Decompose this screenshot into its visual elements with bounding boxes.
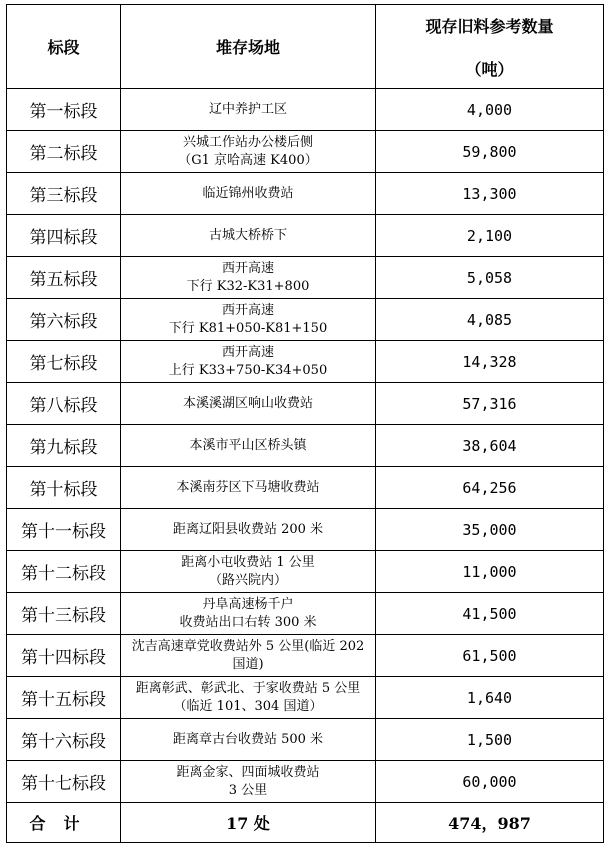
segment-cell: 第五标段	[7, 257, 121, 299]
segment-cell: 第一标段	[7, 89, 121, 131]
segment-cell: 第四标段	[7, 215, 121, 257]
table-row	[7, 425, 604, 467]
site-cell	[121, 719, 376, 761]
header-segment: 标段	[7, 5, 121, 89]
site-line-2: 收费站出口右转 300 米	[179, 614, 317, 630]
site-cell	[121, 89, 376, 131]
site-line-1: 距离金家、四面城收费站	[176, 764, 320, 780]
site-line-1: 距离彰武、彰武北、于家收费站 5 公里	[135, 680, 361, 696]
site-cell	[121, 173, 376, 215]
total-site-count: 17 处	[121, 803, 376, 843]
site-line-2: 上行 K33+750-K34+050	[168, 362, 328, 378]
segment-cell: 第十七标段	[7, 761, 121, 803]
table-row	[7, 173, 604, 215]
header-site: 堆存场地	[121, 5, 376, 89]
quantity-cell: 2,100	[376, 215, 604, 257]
site-cell	[121, 257, 376, 299]
site-line-1: 距离辽阳县收费站 200 米	[172, 521, 324, 537]
quantity-cell: 41,500	[376, 593, 604, 635]
total-quantity: 474，987	[376, 803, 604, 843]
site-line-1: 西开高速	[221, 302, 274, 318]
quantity-cell: 13,300	[376, 173, 604, 215]
table-row	[7, 761, 604, 803]
table-row	[7, 341, 604, 383]
site-cell	[121, 215, 376, 257]
quantity-cell: 61,500	[376, 635, 604, 677]
quantity-cell: 4,000	[376, 89, 604, 131]
segment-cell: 第七标段	[7, 341, 121, 383]
site-cell	[121, 131, 376, 173]
site-cell	[121, 635, 376, 677]
site-line-1: 丹阜高速杨千户	[202, 596, 294, 612]
site-cell	[121, 509, 376, 551]
quantity-cell: 38,604	[376, 425, 604, 467]
table-header-row	[7, 5, 604, 89]
site-line-2: 下行 K81+050-K81+150	[168, 320, 328, 336]
site-cell	[121, 761, 376, 803]
site-line-1: 沈吉高速章党收费站外 5 公里(临近 202	[131, 638, 365, 654]
site-cell	[121, 425, 376, 467]
site-line-1: 辽中养护工区	[208, 101, 287, 117]
site-line-2: （G1 京哈高速 K400）	[178, 152, 318, 168]
site-line-1: 古城大桥桥下	[208, 227, 287, 243]
header-quantity	[376, 5, 604, 89]
segment-cell: 第十四标段	[7, 635, 121, 677]
table-row	[7, 677, 604, 719]
site-line-2: （路兴院内）	[208, 572, 287, 588]
site-line-1: 本溪市平山区桥头镇	[189, 437, 307, 453]
quantity-cell: 64,256	[376, 467, 604, 509]
segment-cell: 第六标段	[7, 299, 121, 341]
site-line-2: 3 公里	[228, 782, 268, 798]
quantity-cell: 59,800	[376, 131, 604, 173]
site-line-2: 下行 K32-K31+800	[186, 278, 310, 294]
table-row	[7, 467, 604, 509]
segment-cell: 第八标段	[7, 383, 121, 425]
segment-cell: 第十六标段	[7, 719, 121, 761]
table-row	[7, 299, 604, 341]
site-line-1: 本溪溪湖区响山收费站	[182, 395, 313, 411]
quantity-cell: 4,085	[376, 299, 604, 341]
quantity-cell: 1,500	[376, 719, 604, 761]
site-line-1: 西开高速	[221, 344, 274, 360]
segment-cell: 第十标段	[7, 467, 121, 509]
quantity-cell: 35,000	[376, 509, 604, 551]
site-line-2: 国道)	[232, 656, 264, 672]
site-cell	[121, 299, 376, 341]
site-line-1: 本溪南芬区下马塘收费站	[176, 479, 320, 495]
table-row	[7, 551, 604, 593]
total-row	[7, 803, 604, 843]
quantity-cell: 60,000	[376, 761, 604, 803]
table-row	[7, 89, 604, 131]
site-line-1: 临近锦州收费站	[202, 185, 294, 201]
site-line-2: （临近 101、304 国道）	[173, 698, 323, 714]
table-row	[7, 509, 604, 551]
quantity-cell: 14,328	[376, 341, 604, 383]
site-line-1: 距离章古台收费站 500 米	[172, 731, 324, 747]
segment-cell: 第十一标段	[7, 509, 121, 551]
header-quantity-unit: （吨）	[465, 59, 514, 79]
quantity-cell: 1,640	[376, 677, 604, 719]
site-cell	[121, 467, 376, 509]
table-body	[7, 5, 604, 843]
segment-cell: 第九标段	[7, 425, 121, 467]
segment-cell: 第三标段	[7, 173, 121, 215]
table-row	[7, 719, 604, 761]
table-row	[7, 635, 604, 677]
table-row	[7, 131, 604, 173]
table-row	[7, 383, 604, 425]
quantity-cell: 5,058	[376, 257, 604, 299]
site-cell	[121, 677, 376, 719]
stockpile-table	[6, 4, 604, 843]
segment-cell: 第二标段	[7, 131, 121, 173]
site-line-1: 兴城工作站办公楼后侧	[182, 134, 313, 150]
table-row	[7, 593, 604, 635]
segment-cell: 第十五标段	[7, 677, 121, 719]
table-row	[7, 257, 604, 299]
segment-cell: 第十二标段	[7, 551, 121, 593]
header-quantity-title: 现存旧料参考数量	[425, 16, 554, 36]
site-cell	[121, 341, 376, 383]
total-label: 合计	[7, 803, 121, 843]
site-cell	[121, 551, 376, 593]
site-cell	[121, 593, 376, 635]
quantity-cell: 11,000	[376, 551, 604, 593]
site-cell	[121, 383, 376, 425]
quantity-cell: 57,316	[376, 383, 604, 425]
site-line-1: 距离小屯收费站 1 公里	[181, 554, 315, 570]
table-row	[7, 215, 604, 257]
segment-cell: 第十三标段	[7, 593, 121, 635]
site-line-1: 西开高速	[221, 260, 274, 276]
